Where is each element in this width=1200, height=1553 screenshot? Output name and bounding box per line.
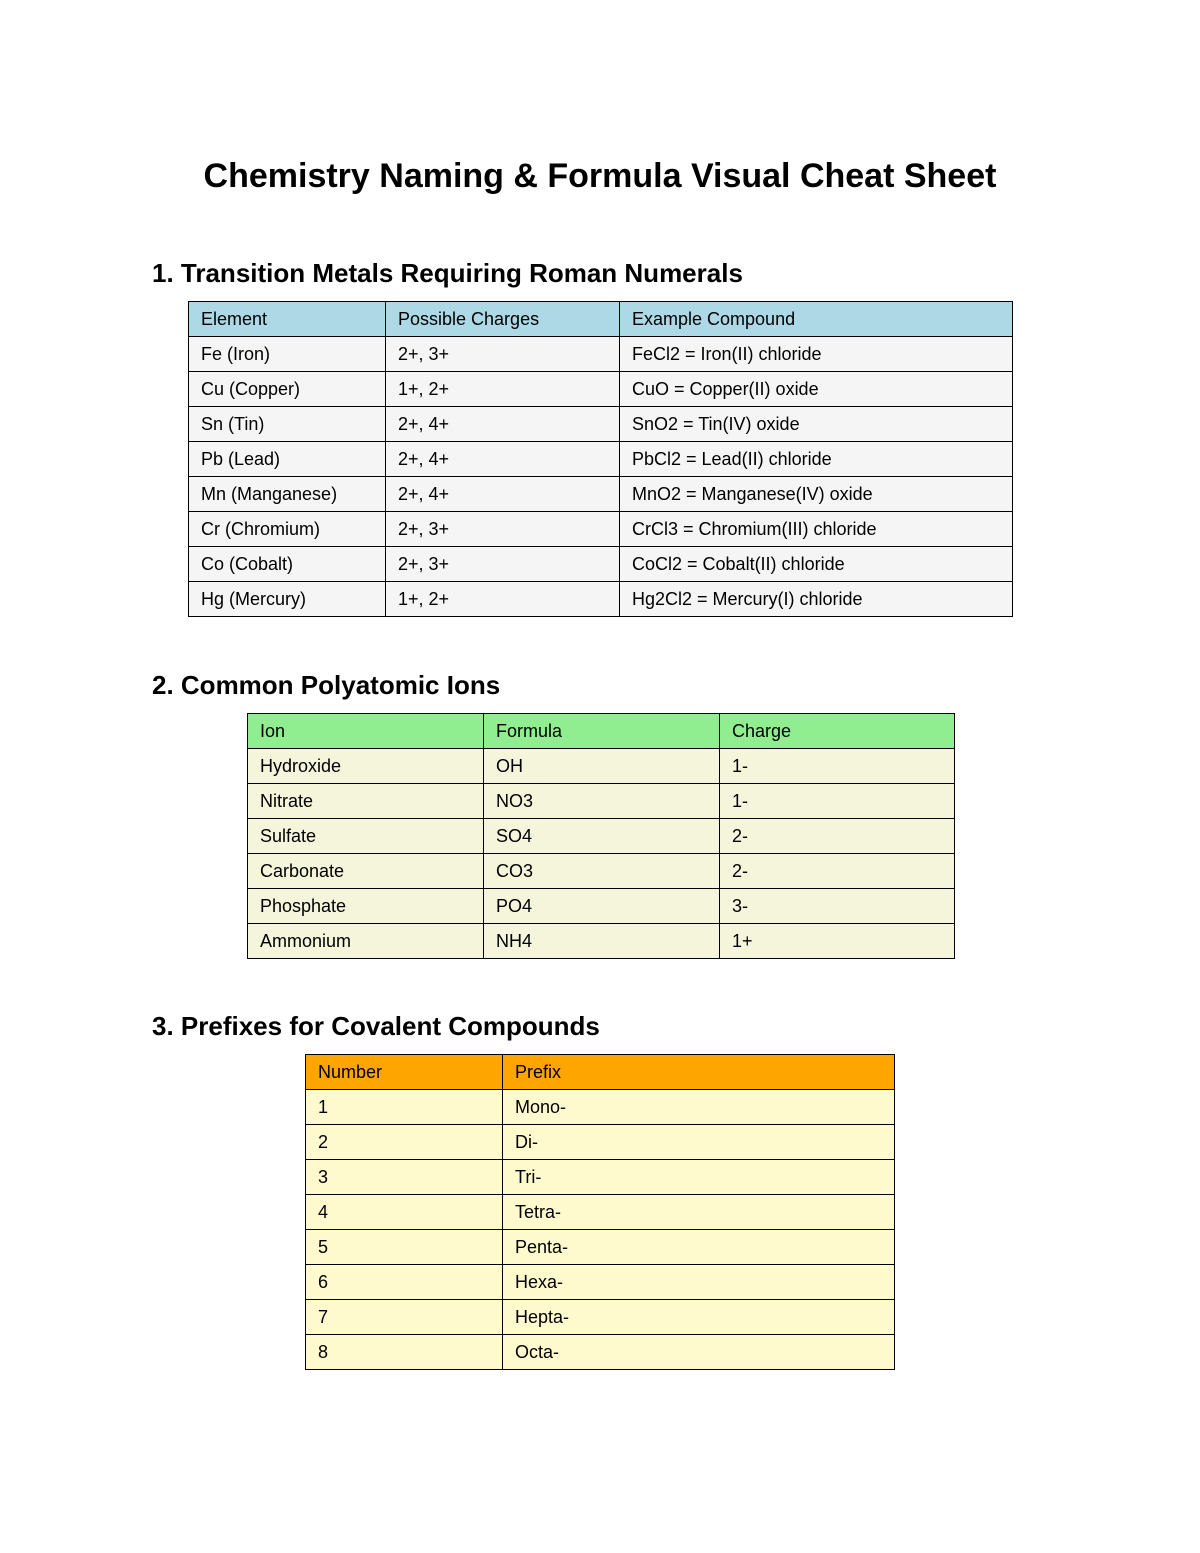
table-cell: CuO = Copper(II) oxide [620,372,1013,407]
column-header: Element [189,302,386,337]
table-cell: Penta- [503,1230,895,1265]
table-cell: Co (Cobalt) [189,547,386,582]
covalent-prefixes-table [305,1054,895,1370]
column-header: Possible Charges [386,302,620,337]
table-row [306,1335,895,1370]
table-cell: 2+, 3+ [386,337,620,372]
table-header-row [189,302,1013,337]
table-cell: Fe (Iron) [189,337,386,372]
table-row [248,924,955,959]
table-header-row [306,1055,895,1090]
table-cell: Sulfate [248,819,484,854]
table-cell: OH [484,749,720,784]
table-row [189,512,1013,547]
table-cell: SO4 [484,819,720,854]
table-cell: 2+, 4+ [386,477,620,512]
table-cell: Sn (Tin) [189,407,386,442]
table-cell: 2- [720,854,955,889]
polyatomic-ions-table [247,713,955,959]
table-row [189,582,1013,617]
table-cell: MnO2 = Manganese(IV) oxide [620,477,1013,512]
table-row [189,547,1013,582]
table-cell: 2- [720,819,955,854]
table-cell: NH4 [484,924,720,959]
table-row [306,1125,895,1160]
table-cell: 4 [306,1195,503,1230]
table-row [248,784,955,819]
table-row [189,337,1013,372]
column-header: Prefix [503,1055,895,1090]
table-row [248,749,955,784]
table-cell: NO3 [484,784,720,819]
table-cell: Cr (Chromium) [189,512,386,547]
table-cell: 1 [306,1090,503,1125]
table-cell: Nitrate [248,784,484,819]
table-cell: Hg (Mercury) [189,582,386,617]
table-row [248,854,955,889]
table-row [306,1195,895,1230]
table-row [306,1160,895,1195]
table-cell: 1+, 2+ [386,372,620,407]
table-cell: 6 [306,1265,503,1300]
table-cell: Hepta- [503,1300,895,1335]
table-cell: Pb (Lead) [189,442,386,477]
table-cell: CoCl2 = Cobalt(II) chloride [620,547,1013,582]
table-header-row [248,714,955,749]
table-cell: Hg2Cl2 = Mercury(I) chloride [620,582,1013,617]
table-row [306,1090,895,1125]
table-cell: Tri- [503,1160,895,1195]
table-cell: Octa- [503,1335,895,1370]
column-header: Ion [248,714,484,749]
section-heading-polyatomic-ions: 2. Common Polyatomic Ions [152,670,501,700]
table-cell: CO3 [484,854,720,889]
table-cell: CrCl3 = Chromium(III) chloride [620,512,1013,547]
table-cell: FeCl2 = Iron(II) chloride [620,337,1013,372]
table-cell: 2+, 4+ [386,442,620,477]
table-cell: Hexa- [503,1265,895,1300]
table-row [248,889,955,924]
table-row [306,1300,895,1335]
column-header: Example Compound [620,302,1013,337]
table-row [306,1230,895,1265]
table-cell: 5 [306,1230,503,1265]
table-cell: Cu (Copper) [189,372,386,407]
page-title: Chemistry Naming & Formula Visual Cheat Sheet [203,157,997,195]
table-cell: 2 [306,1125,503,1160]
table-row [248,819,955,854]
column-header: Charge [720,714,955,749]
table-cell: Carbonate [248,854,484,889]
table-cell: 3- [720,889,955,924]
table-cell: Mn (Manganese) [189,477,386,512]
table-row [189,442,1013,477]
table-cell: Phosphate [248,889,484,924]
table-cell: 1- [720,784,955,819]
table-row [189,372,1013,407]
section-heading-covalent-prefixes: 3. Prefixes for Covalent Compounds [152,1011,600,1041]
table-cell: Hydroxide [248,749,484,784]
table-row [189,407,1013,442]
table-cell: Ammonium [248,924,484,959]
table-cell: 8 [306,1335,503,1370]
table-cell: 2+, 3+ [386,547,620,582]
table-cell: Tetra- [503,1195,895,1230]
table-cell: PbCl2 = Lead(II) chloride [620,442,1013,477]
table-cell: 2+, 4+ [386,407,620,442]
table-cell: SnO2 = Tin(IV) oxide [620,407,1013,442]
table-cell: 1+ [720,924,955,959]
transition-metals-table [188,301,1013,617]
table-cell: Mono- [503,1090,895,1125]
table-row [189,477,1013,512]
table-cell: 1- [720,749,955,784]
table-cell: 2+, 3+ [386,512,620,547]
table-cell: 7 [306,1300,503,1335]
table-cell: 1+, 2+ [386,582,620,617]
column-header: Number [306,1055,503,1090]
table-cell: PO4 [484,889,720,924]
section-heading-transition-metals: 1. Transition Metals Requiring Roman Numerals [152,258,743,288]
table-row [306,1265,895,1300]
table-cell: Di- [503,1125,895,1160]
column-header: Formula [484,714,720,749]
table-cell: 3 [306,1160,503,1195]
